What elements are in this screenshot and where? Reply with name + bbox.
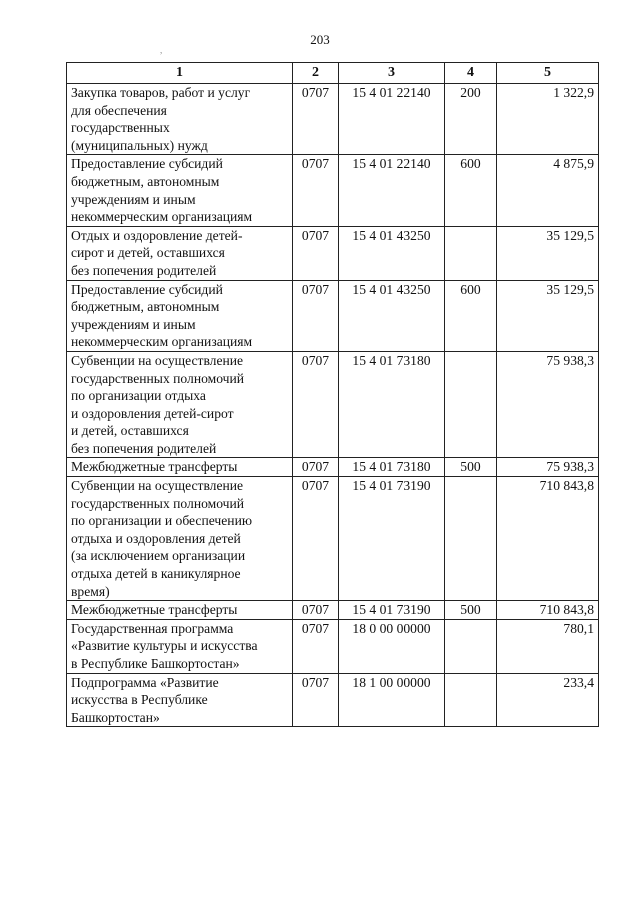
row-expense-type — [445, 226, 497, 280]
row-section-code: 0707 — [293, 155, 339, 226]
row-section-code: 0707 — [293, 84, 339, 155]
row-name: Закупка товаров, работ и услуг для обеспечения государственных (муниципальных) нужд — [67, 84, 293, 155]
row-target-code: 15 4 01 43250 — [339, 226, 445, 280]
table-row — [67, 458, 599, 477]
row-expense-type: 600 — [445, 155, 497, 226]
row-name: Отдых и оздоровление детей- сирот и детей, оставшихся без попечения родителей — [67, 226, 293, 280]
row-target-code: 15 4 01 22140 — [339, 84, 445, 155]
row-amount: 35 129,5 — [497, 226, 599, 280]
row-section-code: 0707 — [293, 673, 339, 727]
row-target-code: 15 4 01 22140 — [339, 155, 445, 226]
row-section-code: 0707 — [293, 458, 339, 477]
table-row — [67, 601, 599, 620]
row-section-code: 0707 — [293, 226, 339, 280]
scan-mark: , — [160, 45, 163, 55]
table-row — [67, 351, 599, 458]
row-expense-type: 200 — [445, 84, 497, 155]
row-target-code: 18 0 00 00000 — [339, 619, 445, 673]
row-amount: 1 322,9 — [497, 84, 599, 155]
row-amount: 780,1 — [497, 619, 599, 673]
row-name: Межбюджетные трансферты — [67, 601, 293, 620]
column-header-3: 3 — [339, 63, 445, 84]
row-name: Субвенции на осуществление государственных полномочий по организации отдыха и оздоровления детей-сирот и детей, оставшихся без попечения родителей — [67, 351, 293, 458]
table-row — [67, 226, 599, 280]
table-row — [67, 673, 599, 727]
row-section-code: 0707 — [293, 619, 339, 673]
row-amount: 4 875,9 — [497, 155, 599, 226]
table-row — [67, 155, 599, 226]
row-expense-type: 500 — [445, 601, 497, 620]
row-expense-type — [445, 477, 497, 601]
row-section-code: 0707 — [293, 351, 339, 458]
row-name: Межбюджетные трансферты — [67, 458, 293, 477]
row-amount: 75 938,3 — [497, 351, 599, 458]
row-target-code: 18 1 00 00000 — [339, 673, 445, 727]
table-row — [67, 280, 599, 351]
row-section-code: 0707 — [293, 280, 339, 351]
row-section-code: 0707 — [293, 477, 339, 601]
row-name: Предоставление субсидий бюджетным, автономным учреждениям и иным некоммерческим организациям — [67, 155, 293, 226]
row-target-code: 15 4 01 73190 — [339, 477, 445, 601]
page-number: 203 — [310, 32, 330, 47]
row-amount: 710 843,8 — [497, 601, 599, 620]
row-amount: 233,4 — [497, 673, 599, 727]
row-expense-type: 500 — [445, 458, 497, 477]
row-expense-type: 600 — [445, 280, 497, 351]
row-expense-type — [445, 673, 497, 727]
row-name: Подпрограмма «Развитие искусства в Республике Башкортостан» — [67, 673, 293, 727]
column-header-2: 2 — [293, 63, 339, 84]
column-header-5: 5 — [497, 63, 599, 84]
column-header-1: 1 — [67, 63, 293, 84]
row-amount: 710 843,8 — [497, 477, 599, 601]
table-row — [67, 619, 599, 673]
row-name: Государственная программа «Развитие культуры и искусства в Республике Башкортостан» — [67, 619, 293, 673]
row-name: Предоставление субсидий бюджетным, автономным учреждениям и иным некоммерческим организациям — [67, 280, 293, 351]
row-section-code: 0707 — [293, 601, 339, 620]
row-name: Субвенции на осуществление государственных полномочий по организации и обеспечению отдыха и оздоровления детей (за исключением организации отдыха детей в каникулярное время) — [67, 477, 293, 601]
budget-table — [66, 62, 599, 727]
row-target-code: 15 4 01 73180 — [339, 458, 445, 477]
row-target-code: 15 4 01 73180 — [339, 351, 445, 458]
row-target-code: 15 4 01 43250 — [339, 280, 445, 351]
row-amount: 75 938,3 — [497, 458, 599, 477]
row-amount: 35 129,5 — [497, 280, 599, 351]
table-header-row — [67, 63, 599, 84]
column-header-4: 4 — [445, 63, 497, 84]
table-row — [67, 477, 599, 601]
table-row — [67, 84, 599, 155]
row-target-code: 15 4 01 73190 — [339, 601, 445, 620]
row-expense-type — [445, 619, 497, 673]
row-expense-type — [445, 351, 497, 458]
